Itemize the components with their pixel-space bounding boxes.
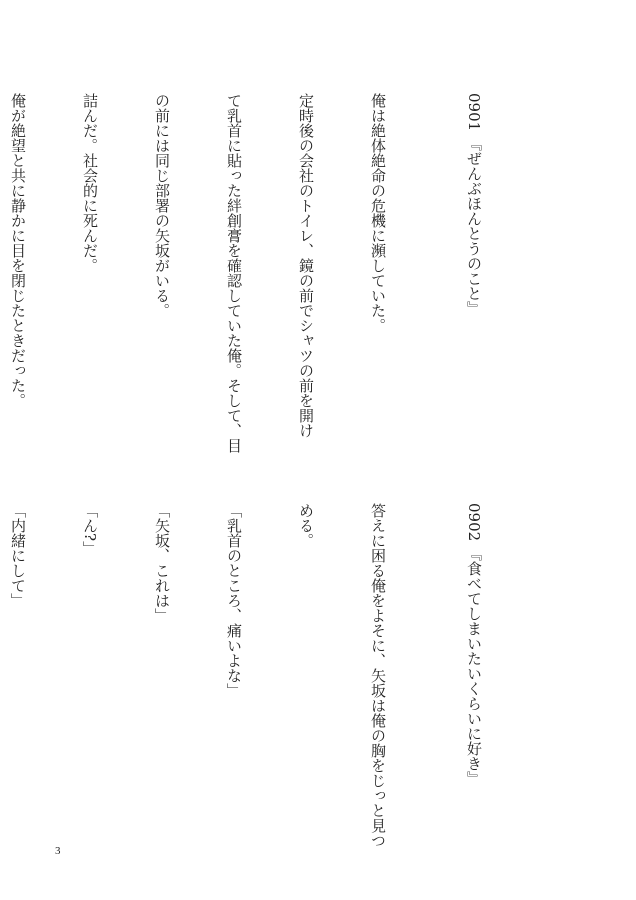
story-line: 俺は絶体絶命の危機に瀕していた。 (369, 93, 387, 333)
story-line: める。 (297, 503, 315, 548)
story-line: 「矢坂、これは」 (153, 503, 171, 623)
story-line: て乳首に貼った絆創膏を確認していた俺。そして、目 (225, 93, 243, 453)
story-line: 「内緒にして」 (9, 503, 27, 608)
story-line: 「乳首のところ、痛いよな」 (225, 503, 243, 698)
story-line: 答えに困る俺をよそに、矢坂は俺の胸をじっと見つ (369, 503, 387, 848)
story-line: の前には同じ部署の矢坂がいる。 (153, 93, 171, 318)
story-0901 (0, 93, 534, 453)
story-title: 0902 『食べてしまいたいくらいに好き』 (465, 503, 483, 786)
story-line: 定時後の会社のトイレ、鏡の前でシャツの前を開け (297, 93, 315, 438)
story-line: 詰んだ。社会的に死んだ。 (81, 93, 99, 273)
story-title: 0901 『ぜんぶほんとうのこと』 (465, 93, 483, 316)
story-line: 「ん?」 (81, 503, 99, 557)
story-0902 (0, 503, 534, 848)
page-number: 3 (55, 845, 61, 857)
story-line: 俺が絶望と共に静かに目を閉じたときだった。 (9, 93, 27, 408)
